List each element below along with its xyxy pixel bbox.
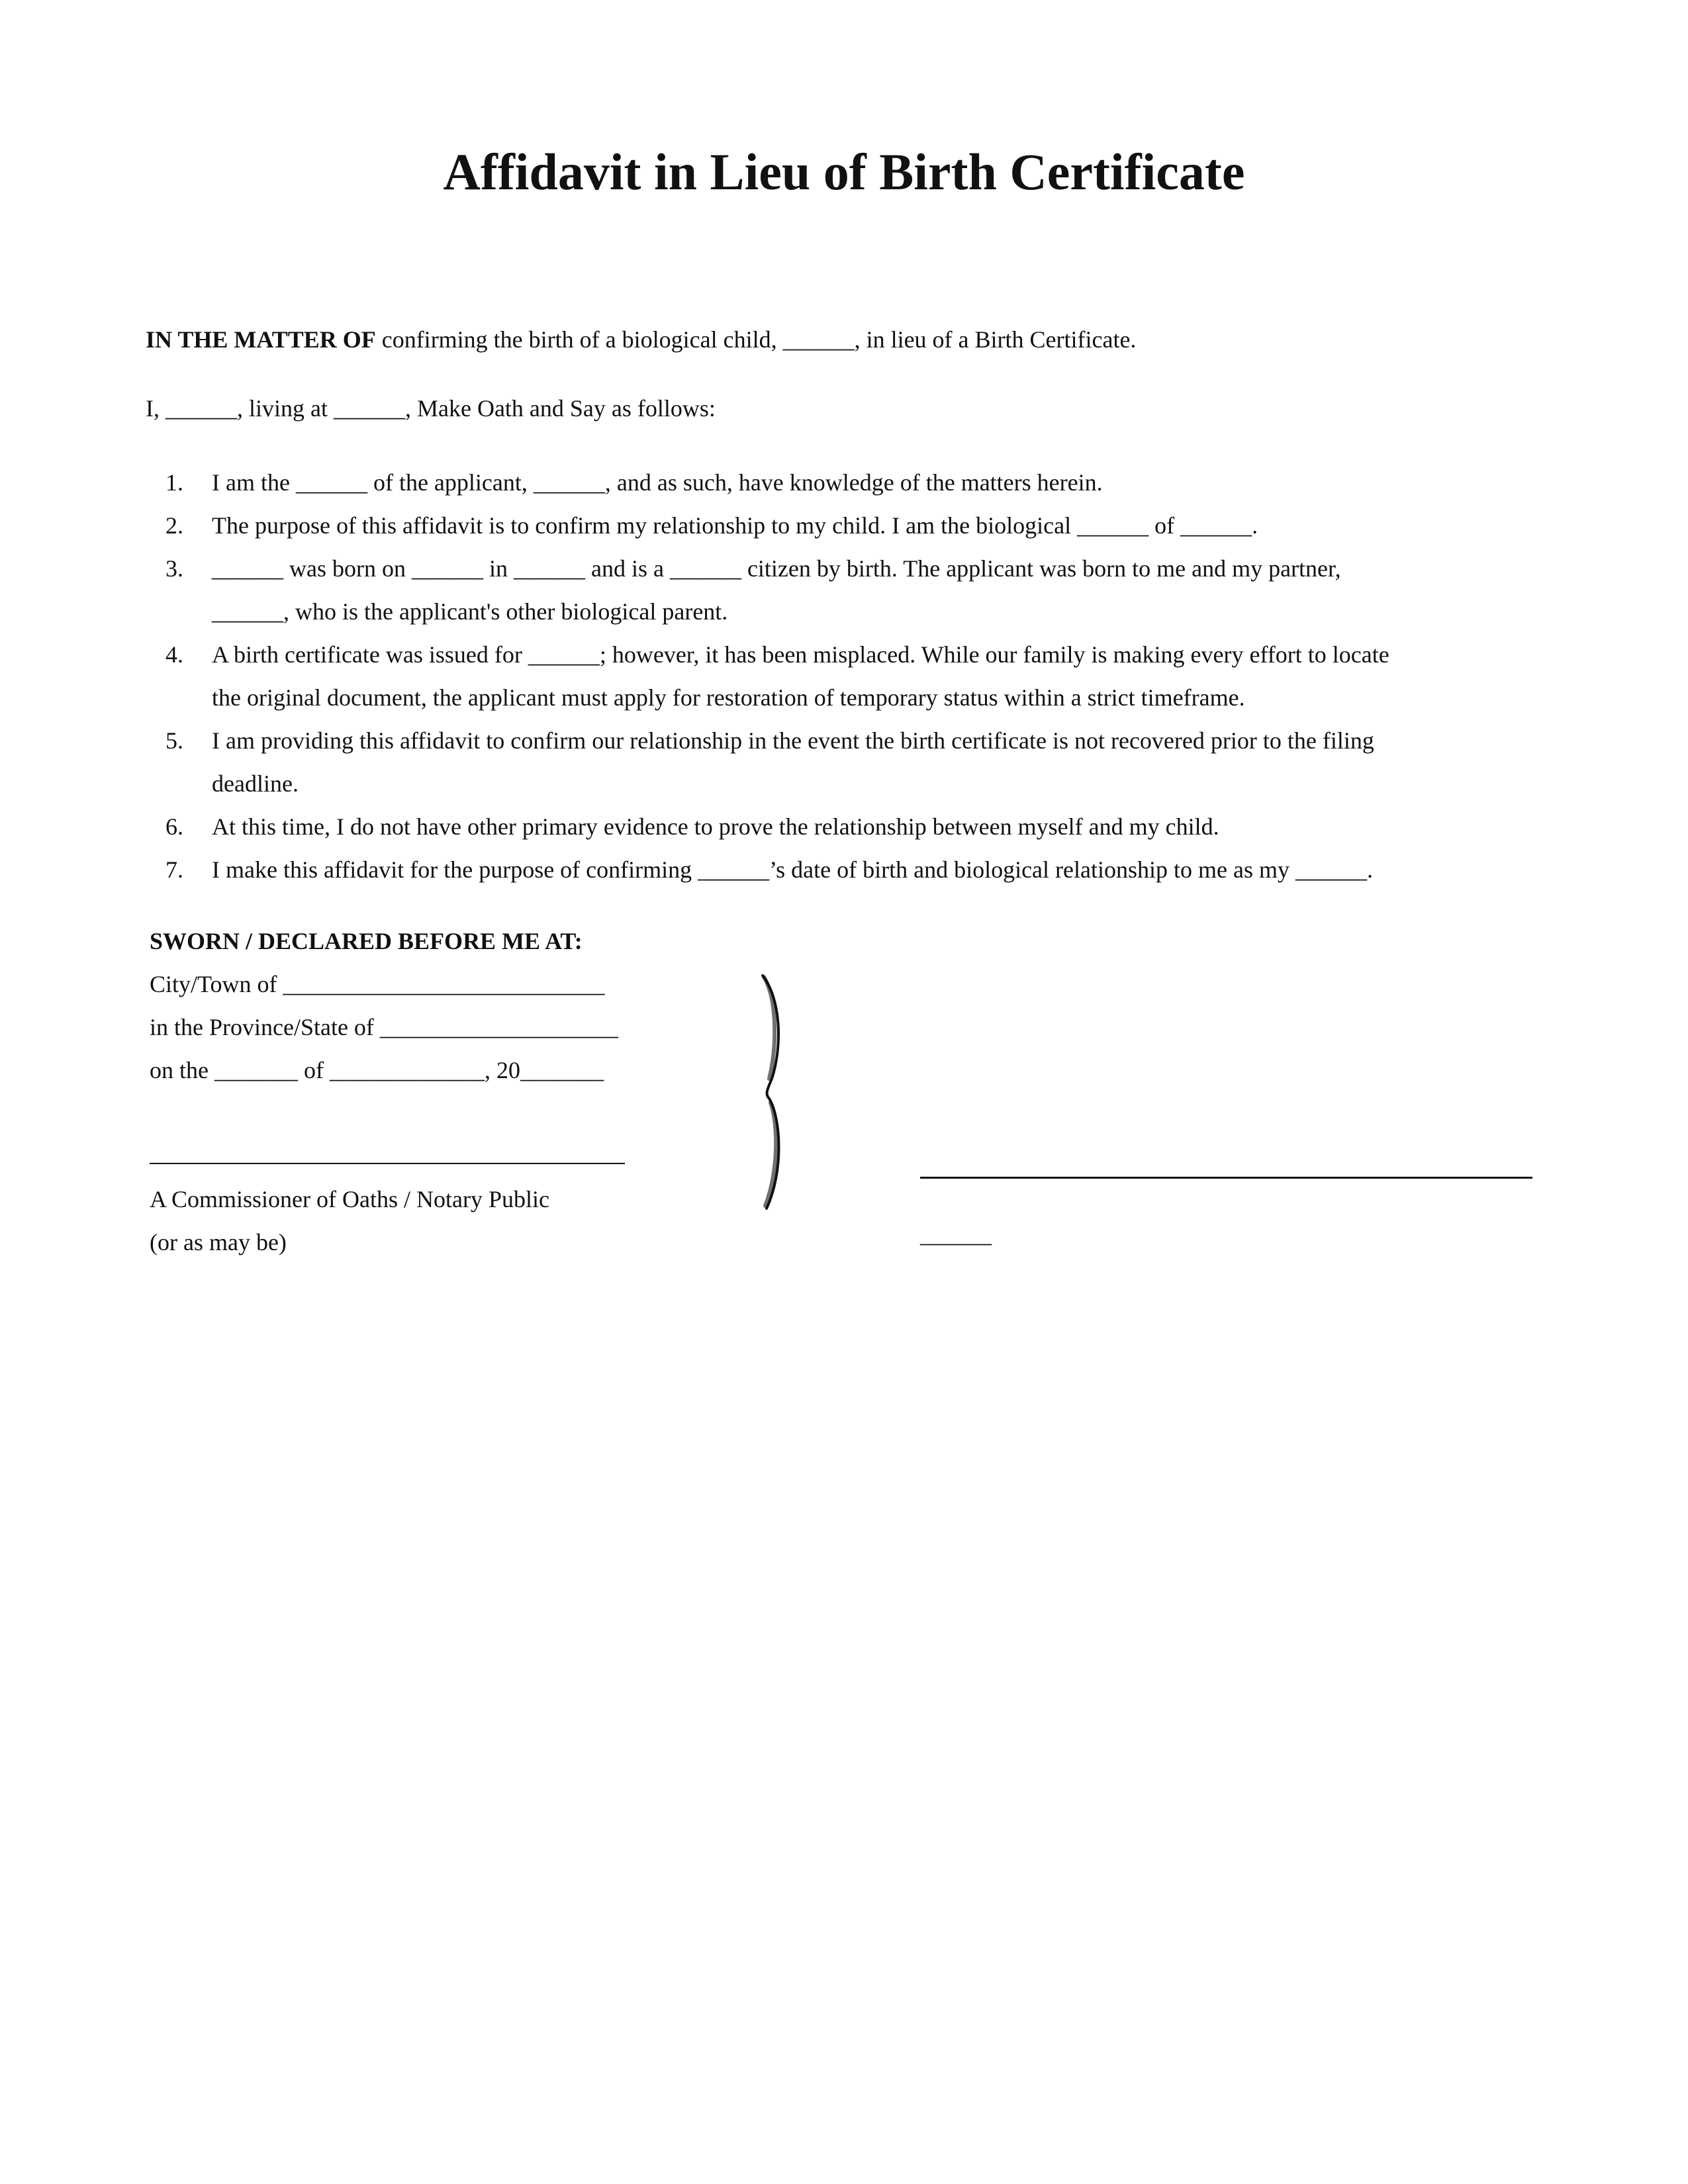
list-item — [146, 719, 1549, 805]
item-text: I make this affidavit for the purpose of confirming ______’s date of birth and biological relationship to me as my ______. — [212, 856, 1373, 883]
date-line: on the _______ of _____________, 20_______ — [150, 1057, 604, 1083]
item-text-line: deadline. — [212, 770, 299, 797]
commissioner-block — [150, 1178, 549, 1264]
city-line: City/Town of ___________________________ — [150, 971, 605, 997]
document-title: Affidavit in Lieu of Birth Certificate — [443, 143, 1245, 201]
item-text-line: I am providing this affidavit to confirm our relationship in the event the birth certificate is not recovered prior to the filing — [212, 727, 1374, 754]
province-line: in the Province/State of ____________________ — [150, 1014, 618, 1040]
item-text-line: ______, who is the applicant's other biological parent. — [212, 598, 728, 625]
item-number: 7. — [165, 856, 183, 883]
item-number: 6. — [165, 813, 183, 840]
item-text: The purpose of this affidavit is to confirm my relationship to my child. I am the biological ______ of ______. — [212, 512, 1258, 539]
deponent-signature-line — [920, 1177, 1532, 1179]
commissioner-signature-line — [150, 1163, 625, 1164]
item-number: 1. — [165, 469, 183, 496]
list-item — [146, 633, 1549, 719]
item-number: 5. — [165, 727, 183, 754]
matter-lead: IN THE MATTER OF — [146, 326, 376, 353]
sworn-block — [150, 920, 745, 1092]
affidavit-items — [146, 461, 1549, 891]
brace-divider — [755, 973, 794, 1211]
deponent-name-blank: ______ — [920, 1221, 992, 1248]
list-item — [146, 461, 1549, 504]
item-number: 2. — [165, 512, 183, 539]
matter-paragraph — [146, 323, 1549, 356]
oath-paragraph: I, ______, living at ______, Make Oath and Say as follows: — [146, 395, 716, 422]
item-text-line: A birth certificate was issued for ______; however, it has been misplaced. While our family is making every effort to locate — [212, 641, 1389, 668]
list-item — [146, 805, 1549, 848]
item-text-line: the original document, the applicant must apply for restoration of temporary status within a strict timeframe. — [212, 684, 1245, 711]
item-number: 3. — [165, 555, 183, 582]
list-item — [146, 547, 1549, 633]
list-item — [146, 504, 1549, 547]
commissioner-title: A Commissioner of Oaths / Notary Public — [150, 1186, 549, 1212]
matter-text: confirming the birth of a biological child, ______, in lieu of a Birth Certificate. — [375, 326, 1137, 353]
list-item — [146, 848, 1549, 891]
item-number: 4. — [165, 641, 183, 668]
sworn-heading: SWORN / DECLARED BEFORE ME AT: — [150, 928, 583, 954]
item-text: I am the ______ of the applicant, ______, and as such, have knowledge of the matters herein. — [212, 469, 1103, 496]
commissioner-note: (or as may be) — [150, 1229, 287, 1255]
item-text: At this time, I do not have other primary evidence to prove the relationship between myself and my child. — [212, 813, 1219, 840]
item-text-line: ______ was born on ______ in ______ and is a ______ citizen by birth. The applicant was born to me and my partner, — [212, 555, 1341, 582]
